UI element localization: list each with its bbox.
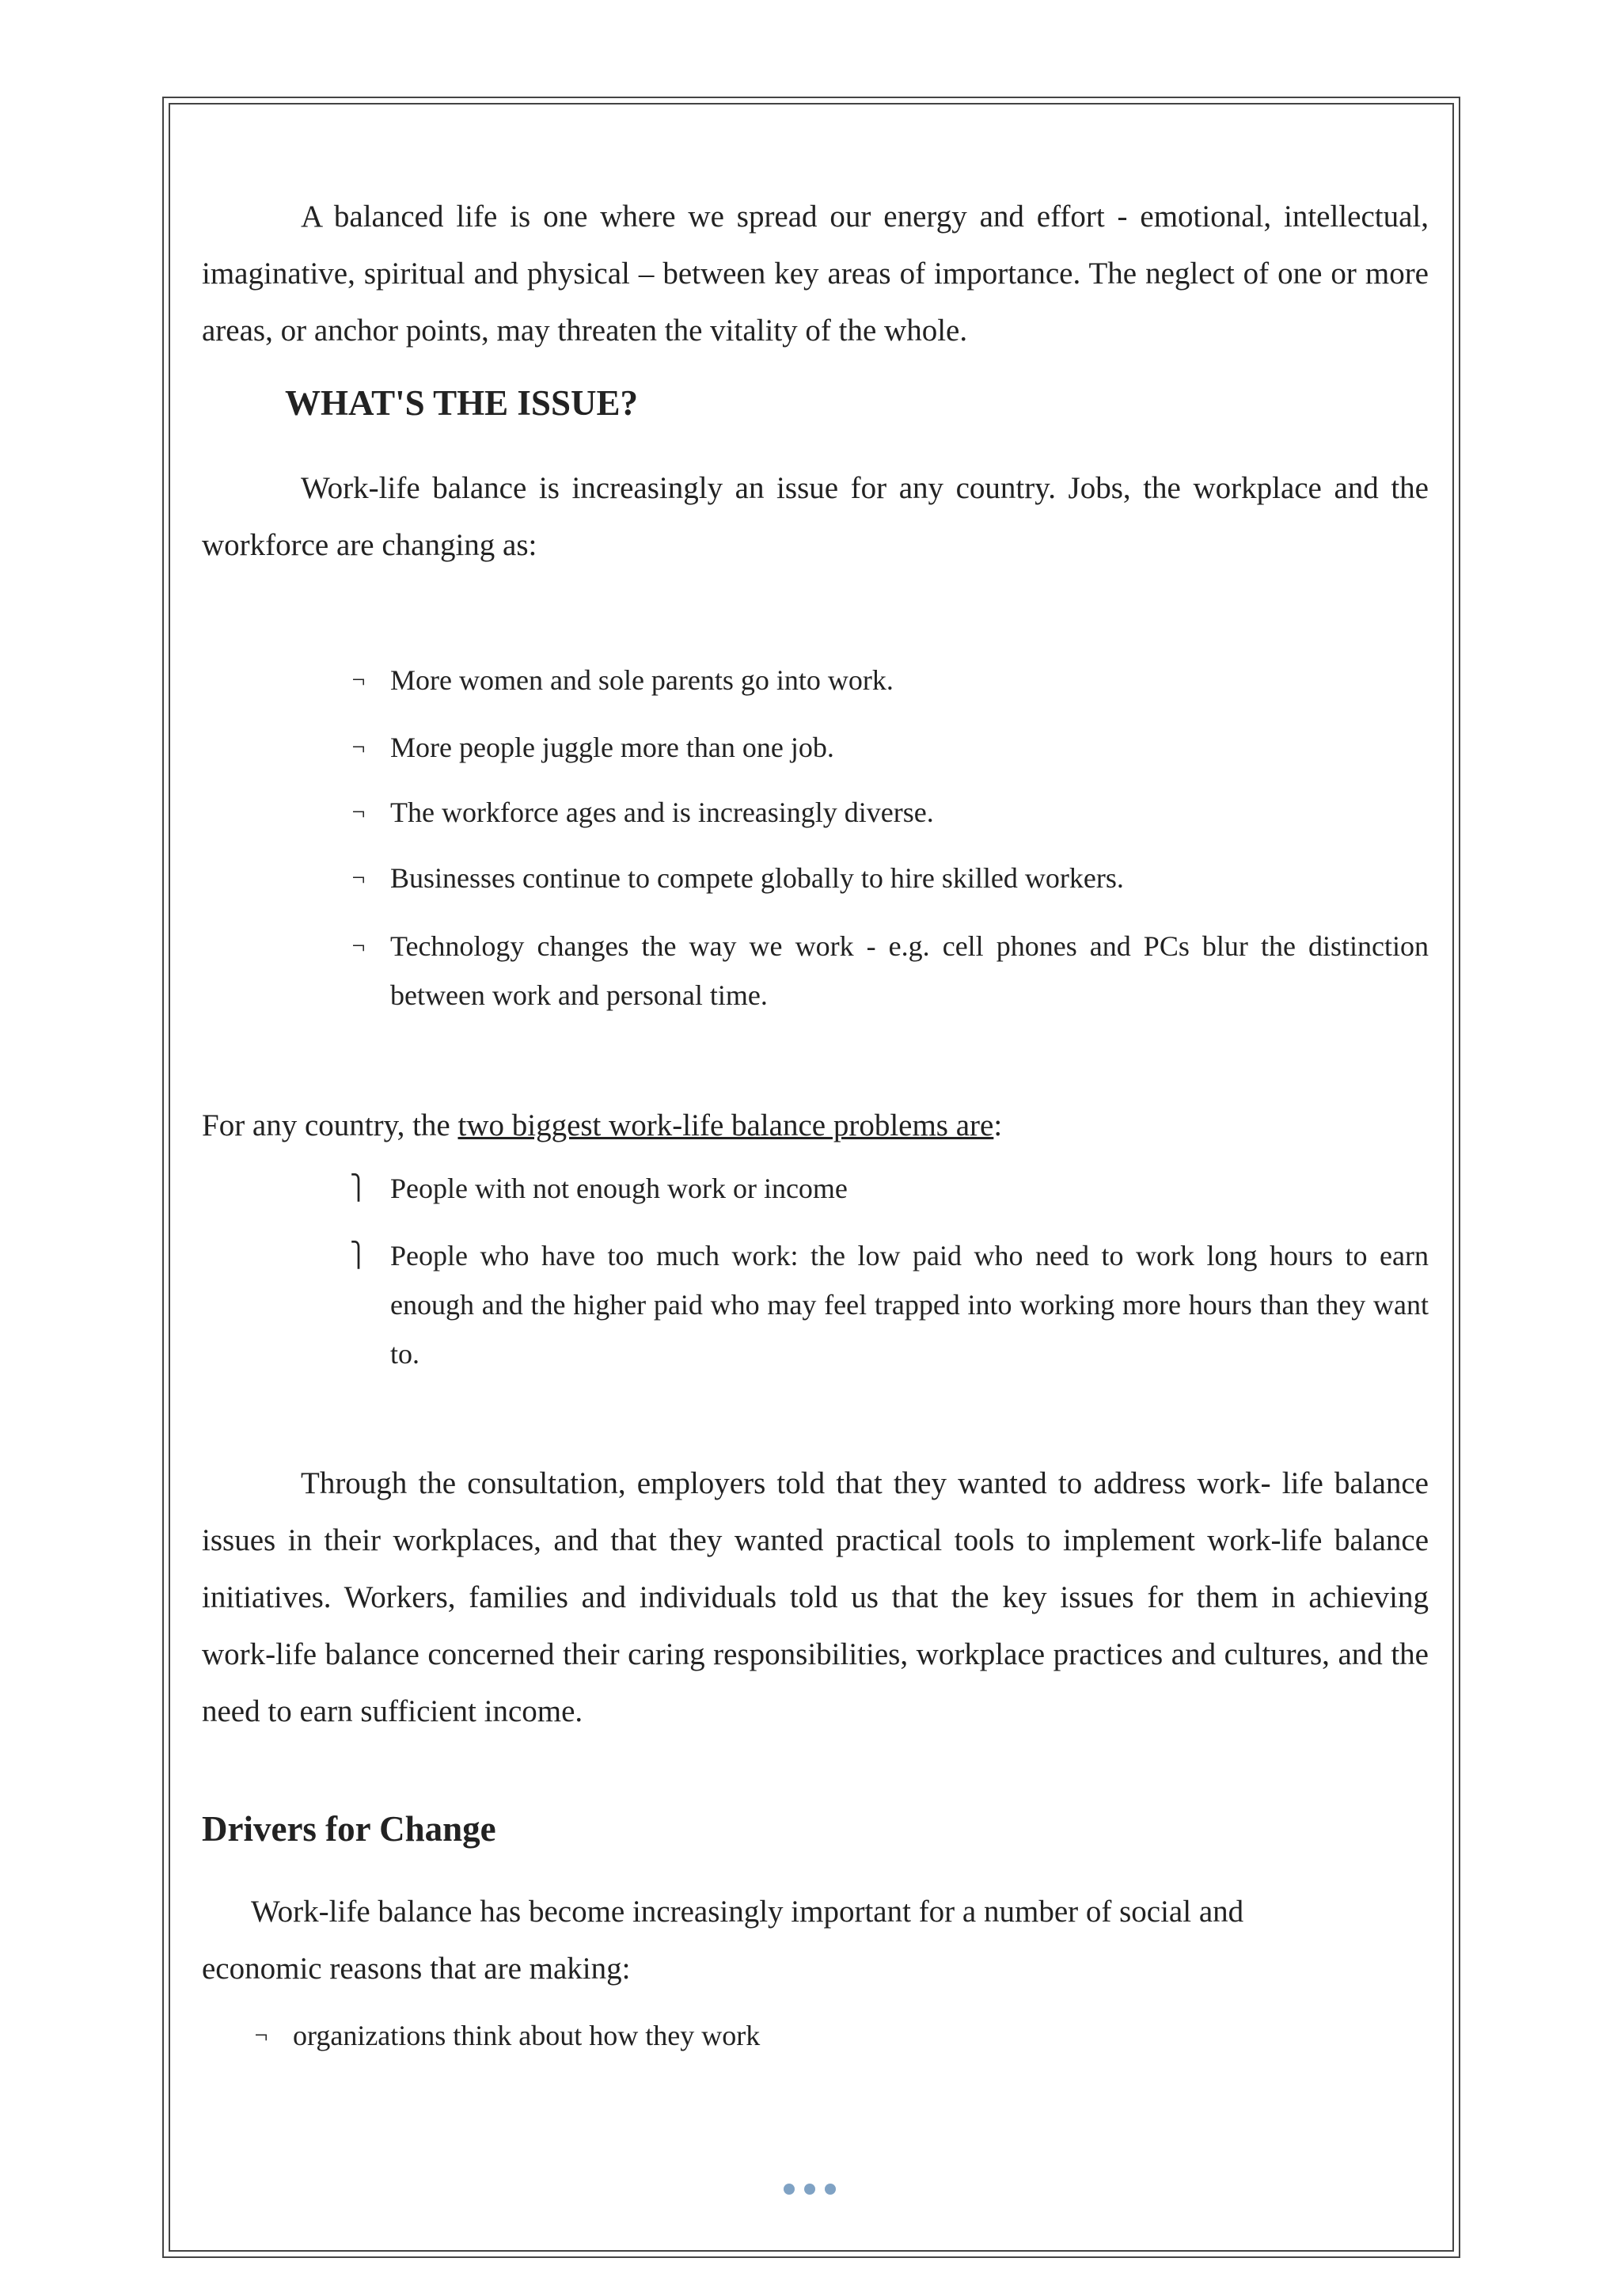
drivers-heading: Drivers for Change xyxy=(202,1809,496,1849)
drivers-paragraph: Work-life balance has become increasingly important for a number of social and economic reasons that are making: xyxy=(202,1895,1244,1986)
problems-intro: For any country, the two biggest work-life balance problems are: xyxy=(202,1108,1003,1142)
intro-paragraph: A balanced life is one where we spread our energy and effort - emotional, intellectual, imaginative, spiritual and physical – between key areas of importance. The neglect of one or more areas, or anchor points, may threaten the vitality of the whole. xyxy=(202,200,1429,348)
bullet-icon: ¬ xyxy=(351,667,366,693)
bullet-icon: ¬ xyxy=(254,2022,268,2048)
consultation-paragraph: Through the consultation, employers told that they wanted to address work- life balance issues in their workplaces, and that they wanted practical tools to implement work-life balance initiatives. Workers, families and individuals told us that the key issues for them in achieving work-life balance concerned their caring responsibilities, workplace practices and cultures, and the need to earn sufficient income. xyxy=(202,1466,1429,1728)
bullet-icon: ¬ xyxy=(351,734,366,760)
bullet-icon: ¬ xyxy=(351,933,366,959)
issue-paragraph: Work-life balance is increasingly an issue for any country. Jobs, the workplace and the workforce are changing as: xyxy=(202,471,1429,562)
bracket-bullet-icon: ⎫ xyxy=(349,1242,368,1268)
underlined-phrase: two biggest work-life balance problems are xyxy=(457,1108,994,1142)
bullet-icon: ¬ xyxy=(351,865,366,891)
continuation-dots-icon xyxy=(784,2184,836,2195)
bracket-bullet-icon: ⎫ xyxy=(349,1175,368,1201)
bullet-icon: ¬ xyxy=(351,799,366,825)
issue-heading: WHAT'S THE ISSUE? xyxy=(285,383,639,423)
